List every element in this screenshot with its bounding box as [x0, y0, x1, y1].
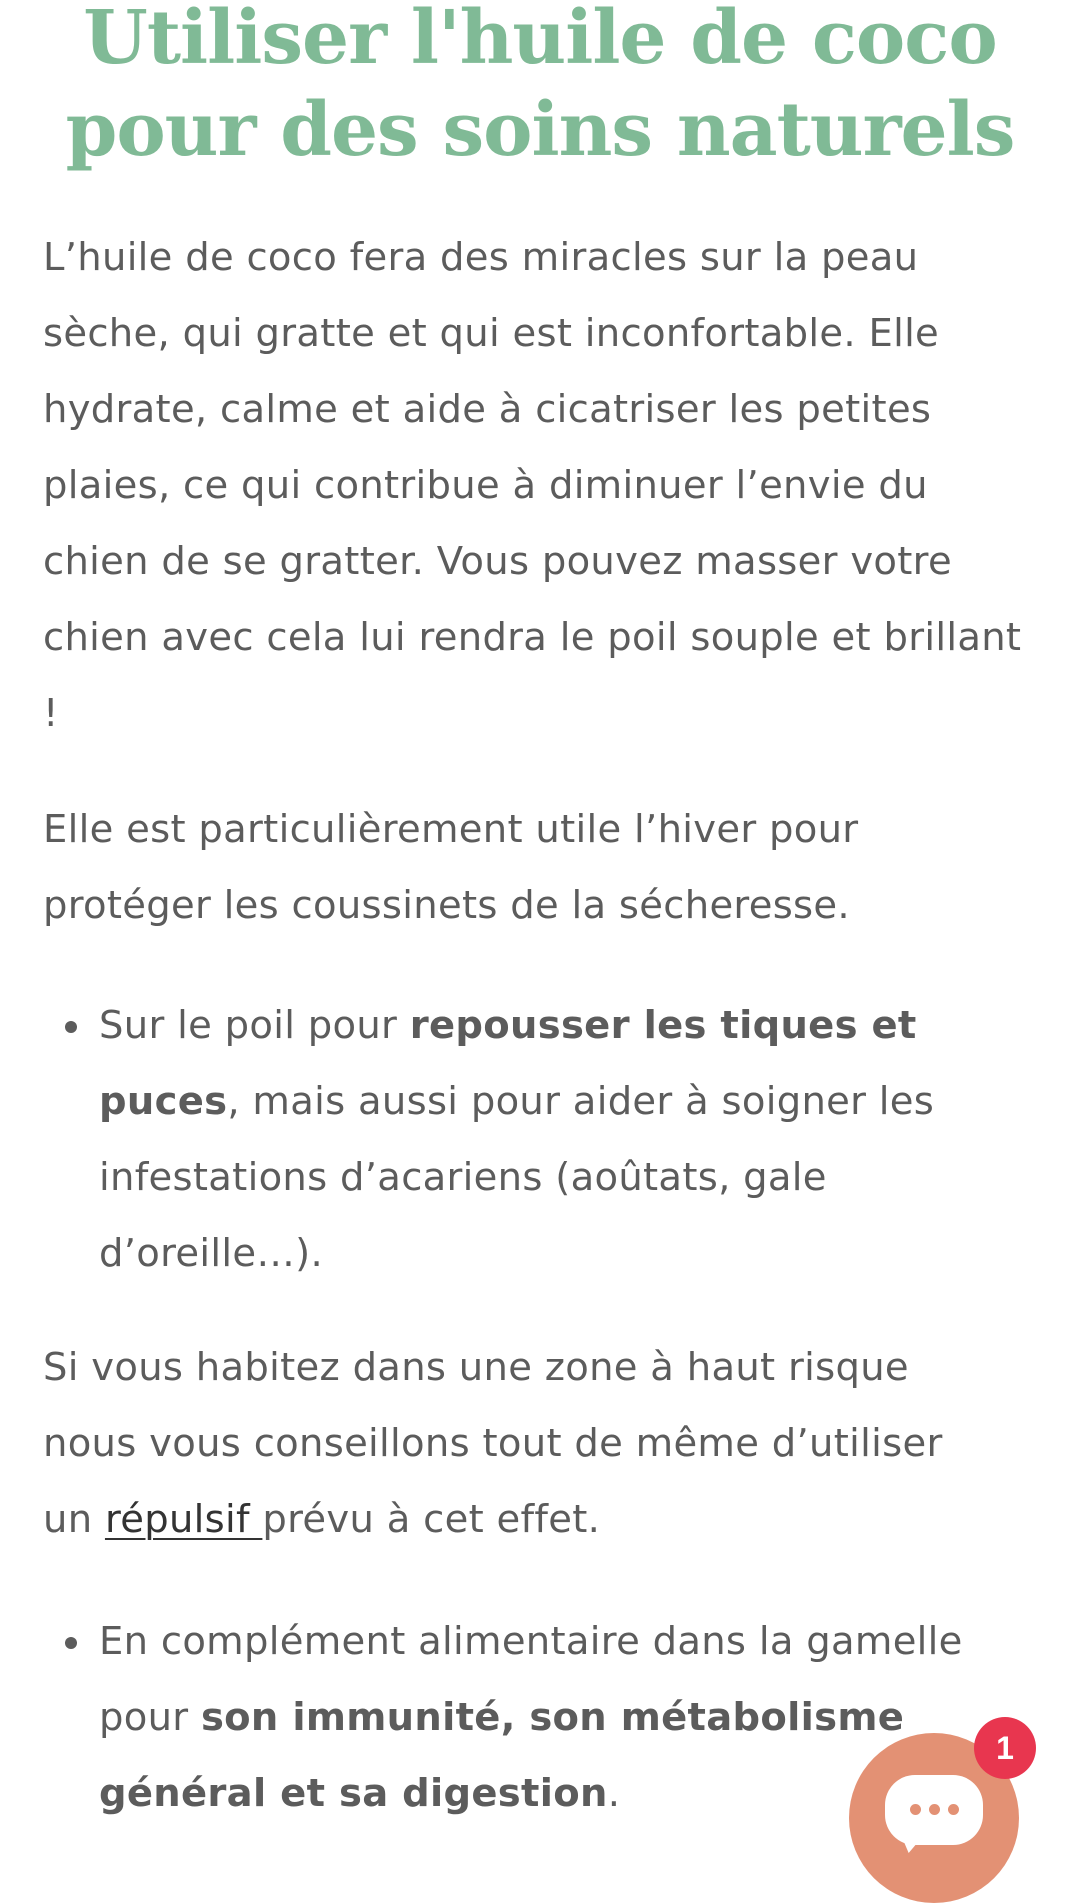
title-line-2: pour des soins naturels	[65, 87, 1015, 173]
bullet-dot	[65, 1021, 77, 1033]
bullet2-text-start: En complément alimentaire dans la gamelle pour	[99, 1619, 963, 1740]
bullet-dot	[65, 1637, 77, 1649]
bullet1-text-end: , mais aussi pour aider à soigner les infestations d’acariens (aoûtats, gale d’oreille…).	[99, 1079, 935, 1276]
bullet1-text-start: Sur le poil pour	[99, 1003, 410, 1048]
article-title	[0, 0, 1080, 176]
notification-badge: 1	[974, 1717, 1036, 1779]
bullet2-emphasis: son immunité, son métabolisme général et sa digestion	[99, 1695, 905, 1816]
paragraph-high-risk	[43, 1330, 1003, 1558]
paragraph-dry-skin: L’huile de coco fera des miracles sur la peau sèche, qui gratte et qui est inconfortable. Elle hydrate, calme et aide à cicatriser les petites plaies, ce qui contribue à diminuer l’envie du chien de se gratter. Vous pouvez masser votre chien avec cela lui rendra le poil souple et brillant !	[43, 235, 1022, 736]
title-line-1: Utiliser l'huile de coco	[83, 0, 997, 81]
paragraph3-text-start: Si vous habitez dans une zone à haut risque nous vous conseillons tout de même d’utiliser un	[43, 1345, 943, 1542]
bullet2-text-end: .	[607, 1771, 621, 1816]
bullet1-emphasis: repousser les tiques et puces	[99, 1003, 917, 1124]
bullet-list-coat	[43, 988, 1043, 1292]
list-item-ticks-fleas	[43, 988, 1043, 1292]
chat-bubble-tail	[895, 1831, 928, 1853]
typing-dots-icon	[885, 1803, 983, 1817]
paragraph-winter-paws: Elle est particulièrement utile l’hiver pour protéger les coussinets de la sécheresse.	[43, 807, 859, 928]
repellent-link[interactable]: répulsif	[104, 1497, 263, 1542]
paragraph3-text-end: prévu à cet effet.	[262, 1497, 601, 1542]
